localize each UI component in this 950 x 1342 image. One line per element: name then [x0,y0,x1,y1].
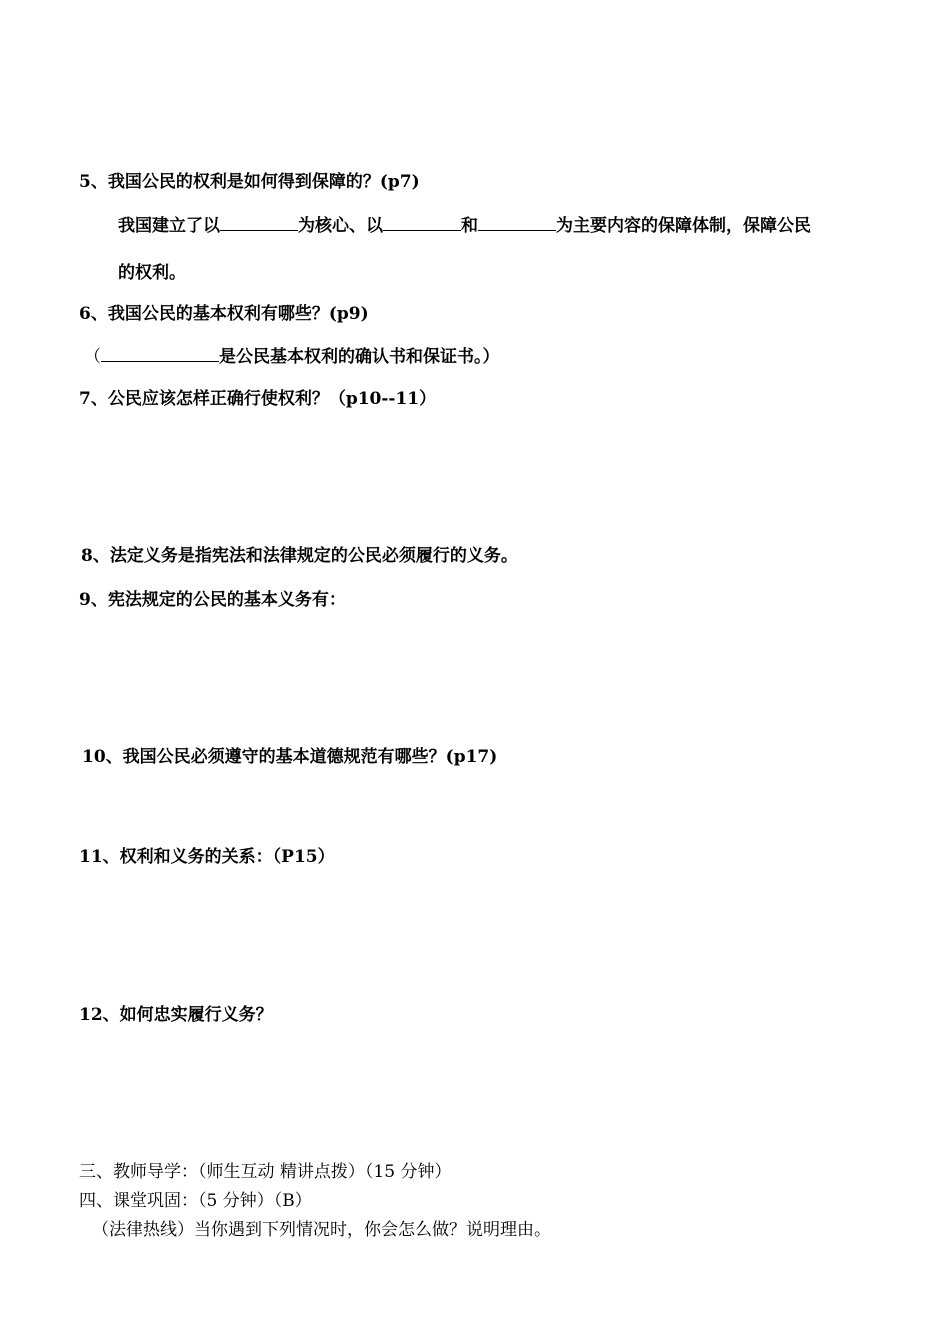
question-5-answer-line1 [118,214,811,238]
question-6-note [84,345,500,369]
question-12-title: 12、如何忠实履行义务？ [79,1005,273,1025]
q5-text-seg1: 我国建立了以 [118,216,220,236]
law-hotline-prompt: （法律热线）当你遇到下列情况时，你会怎么做？说明理由。 [92,1220,551,1240]
fill-blank-4[interactable] [101,345,219,362]
question-11-title: 11、权利和义务的关系：（P15） [79,847,335,867]
section-4-title: 四、课堂巩固：（5 分钟）（B） [79,1191,312,1211]
fill-blank-2[interactable] [383,214,461,231]
question-9-title: 9、宪法规定的公民的基本义务有： [79,590,346,610]
q5-text-seg3: 和 [461,216,478,236]
fill-blank-3[interactable] [478,214,556,231]
section-3-title: 三、教师导学：（师生互动 精讲点拨）（15 分钟） [79,1162,452,1182]
question-5-answer-line2: 的权利。 [118,263,186,283]
question-10-title: 10、我国公民必须遵守的基本道德规范有哪些？(p17) [82,747,498,767]
question-5-title: 5、我国公民的权利是如何得到保障的？(p7) [79,172,420,192]
question-8-title: 8、法定义务是指宪法和法律规定的公民必须履行的义务。 [81,546,518,566]
question-7-title: 7、公民应该怎样正确行使权利？（p10--11） [79,389,437,409]
q5-text-seg2: 为核心、以 [298,216,383,236]
q6-note-text: 是公民基本权利的确认书和保证书。） [219,347,500,367]
q6-note-open-paren: （ [84,347,101,367]
q5-text-seg4: 为主要内容的保障体制，保障公民 [556,216,811,236]
question-6-title: 6、我国公民的基本权利有哪些？(p9) [79,304,369,324]
fill-blank-1[interactable] [220,214,298,231]
